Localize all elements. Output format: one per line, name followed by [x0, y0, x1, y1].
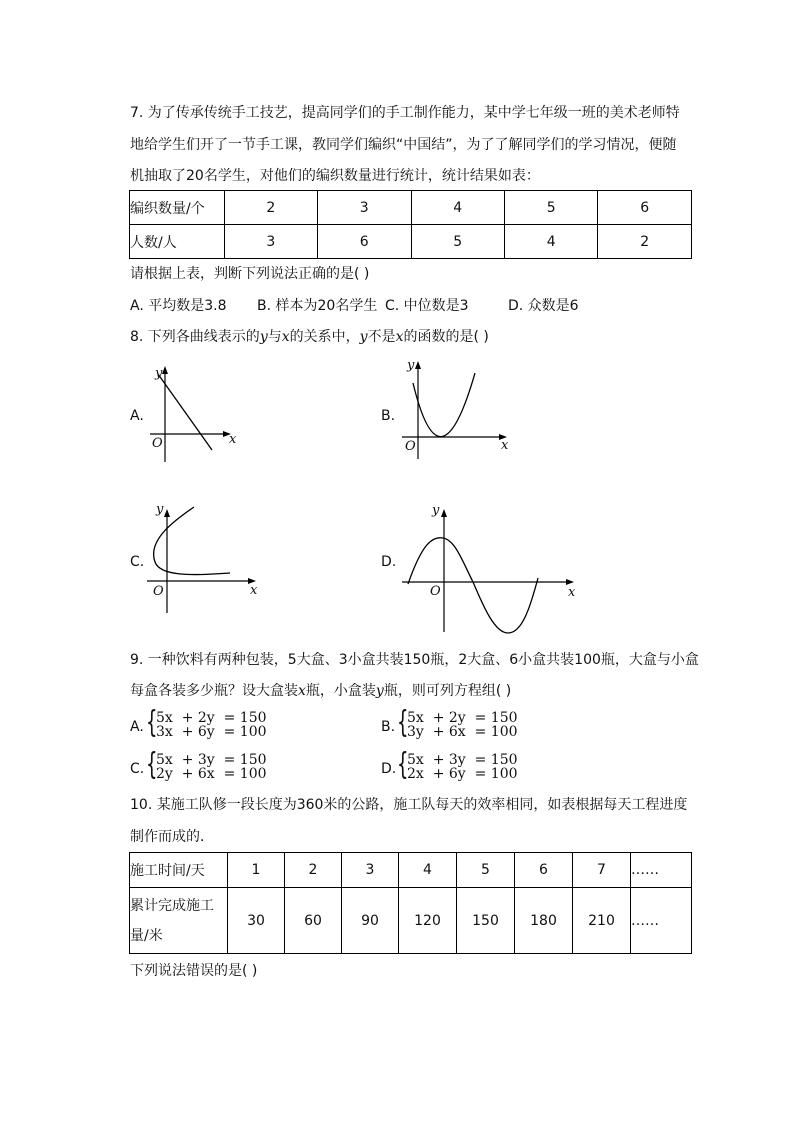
q7-cell: 3	[318, 191, 411, 225]
q7-cell: 5	[411, 225, 504, 259]
q7-line-3: 机抽取了20名学生，对他们的编织数量进行统计，统计结果如表：	[130, 168, 540, 184]
q8-label-b: B.	[381, 408, 396, 424]
q10-line-2: 制作而成的．	[130, 829, 214, 845]
function-curve	[408, 538, 538, 633]
q9-label-a: A.	[130, 719, 144, 735]
equation-1: 5x + 3y = 150	[156, 752, 267, 768]
q7-cell: 5	[504, 191, 597, 225]
q10-cell: 2	[285, 853, 342, 888]
q9-system-b	[397, 705, 518, 740]
brace-icon: {	[146, 747, 158, 782]
q10-label-part: 累计完成施工	[130, 897, 214, 914]
q8-stem	[130, 327, 692, 347]
q8-var: y	[259, 329, 268, 345]
q9-line-2	[130, 681, 692, 701]
x-axis-label: x	[250, 583, 258, 598]
q10-cell: 施工时间/天	[130, 853, 228, 888]
q7-prompt: 请根据上表，判断下列说法正确的是( )	[130, 266, 370, 282]
q7-option-b: B. 样本为20名学生	[257, 298, 378, 314]
q10-label-part: 量/米	[130, 927, 163, 944]
q7-cell: 2	[598, 225, 692, 259]
q8-var: x	[281, 329, 290, 345]
equation-1: 5x + 2y = 150	[407, 710, 518, 726]
equation-2: 2y + 6x = 100	[156, 766, 267, 782]
q7-cell: 4	[411, 191, 504, 225]
q10-cell: ……	[631, 888, 692, 954]
y-axis-arrow	[415, 361, 421, 369]
y-axis-arrow	[162, 366, 168, 374]
y-axis-label: y	[432, 503, 440, 518]
origin-label: O	[152, 436, 163, 451]
q10-cell: 180	[515, 888, 573, 954]
q7-line-1: 7. 为了传承传统手工技艺，提高同学们的手工制作能力，某中学七年级一班的美术老师特	[130, 105, 680, 121]
y-axis-label: y	[407, 358, 415, 373]
q10-cell: 4	[399, 853, 457, 888]
equation-2: 3y + 6x = 100	[407, 724, 518, 740]
q8-text: 与	[267, 329, 282, 345]
q9-label-d: D.	[381, 761, 397, 777]
q8-text: 不是	[367, 329, 396, 345]
origin-label: O	[153, 584, 164, 599]
q9-line-1: 9. 一种饮料有两种包装，5大盒、3小盒共装150瓶，2大盒、6小盒共装100瓶，大盒与小盒	[130, 652, 699, 668]
q8-text: 8. 下列各曲线表示的	[130, 329, 260, 345]
q9-var: y	[375, 683, 384, 699]
q9-text: 每盒各装多少瓶？设大盒装	[130, 683, 298, 699]
q10-cell: 1	[228, 853, 285, 888]
brace-icon: {	[146, 705, 158, 740]
q8-graph-b	[400, 355, 520, 465]
q10-cell	[130, 888, 228, 954]
q10-prompt: 下列说法错误的是( )	[130, 963, 258, 979]
q10-cell: ……	[631, 853, 692, 888]
equation-1: 5x + 2y = 150	[156, 710, 267, 726]
q8-var: x	[395, 329, 404, 345]
function-curve	[158, 374, 212, 450]
q7-table	[129, 190, 692, 259]
q10-table-row-progress	[130, 888, 692, 954]
q10-cell: 5	[457, 853, 515, 888]
q7-cell: 6	[318, 225, 411, 259]
q8-var: y	[359, 329, 368, 345]
q7-cell: 人数/人	[130, 225, 225, 259]
q8-graph-a	[145, 362, 245, 462]
x-axis-label: x	[568, 585, 576, 600]
origin-label: O	[430, 584, 441, 599]
q7-line-2: 地给学生们开了一节手工课，教同学们编织“中国结”，为了了解同学们的学习情况，便随	[130, 137, 677, 153]
x-axis-label: x	[501, 438, 509, 453]
q10-cell: 210	[573, 888, 631, 954]
q8-label-a: A.	[130, 408, 144, 424]
y-axis-label: y	[155, 366, 163, 381]
q7-option-d: D. 众数是6	[508, 298, 579, 314]
q10-cell: 90	[342, 888, 399, 954]
q10-cell: 60	[285, 888, 342, 954]
q7-option-c: C. 中位数是3	[385, 298, 469, 314]
equation-1: 5x + 3y = 150	[407, 752, 518, 768]
q9-text: 瓶，则可列方程组( )	[383, 683, 512, 699]
q7-table-header-row	[130, 191, 692, 225]
q9-label-b: B.	[381, 719, 396, 735]
q8-graph-c	[145, 500, 265, 615]
q8-graph-d	[400, 500, 585, 635]
q10-cell: 120	[399, 888, 457, 954]
origin-label: O	[405, 439, 416, 454]
equation-2: 2x + 6y = 100	[407, 766, 518, 782]
q9-label-c: C.	[130, 761, 145, 777]
q7-table-data-row	[130, 225, 692, 259]
q10-cell: 7	[573, 853, 631, 888]
q10-cell: 30	[228, 888, 285, 954]
function-curve	[154, 507, 230, 575]
x-axis-label: x	[229, 432, 237, 447]
q10-line-1: 10. 某施工队修一段长度为360米的公路，施工队每天的效率相同，如表根据每天工程进度	[130, 797, 688, 813]
q9-var: x	[298, 683, 306, 699]
q8-label-d: D.	[381, 554, 397, 570]
q8-text: 的函数的是( )	[403, 329, 489, 345]
q10-cell: 150	[457, 888, 515, 954]
function-curve	[413, 373, 475, 437]
q9-system-d	[397, 747, 518, 782]
equation-2: 3x + 6y = 100	[156, 724, 267, 740]
y-axis-arrow	[164, 509, 170, 517]
q8-label-c: C.	[130, 554, 145, 570]
q9-system-c	[146, 747, 267, 782]
q10-cell: 3	[342, 853, 399, 888]
y-axis-arrow	[441, 509, 447, 517]
q8-text: 的关系中，	[289, 329, 360, 345]
brace-icon: {	[397, 747, 409, 782]
brace-icon: {	[397, 705, 409, 740]
q7-option-a: A. 平均数是3.8	[130, 298, 227, 314]
q7-cell: 3	[224, 225, 317, 259]
q7-cell: 编织数量/个	[130, 191, 225, 225]
q10-table	[129, 852, 692, 954]
y-axis-label: y	[156, 502, 164, 517]
q9-system-a	[146, 705, 267, 740]
q7-cell: 4	[504, 225, 597, 259]
q7-cell: 6	[598, 191, 692, 225]
q10-table-row-time	[130, 853, 692, 888]
q10-cell: 6	[515, 853, 573, 888]
q7-cell: 2	[224, 191, 317, 225]
q9-text: 瓶，小盒装	[305, 683, 376, 699]
